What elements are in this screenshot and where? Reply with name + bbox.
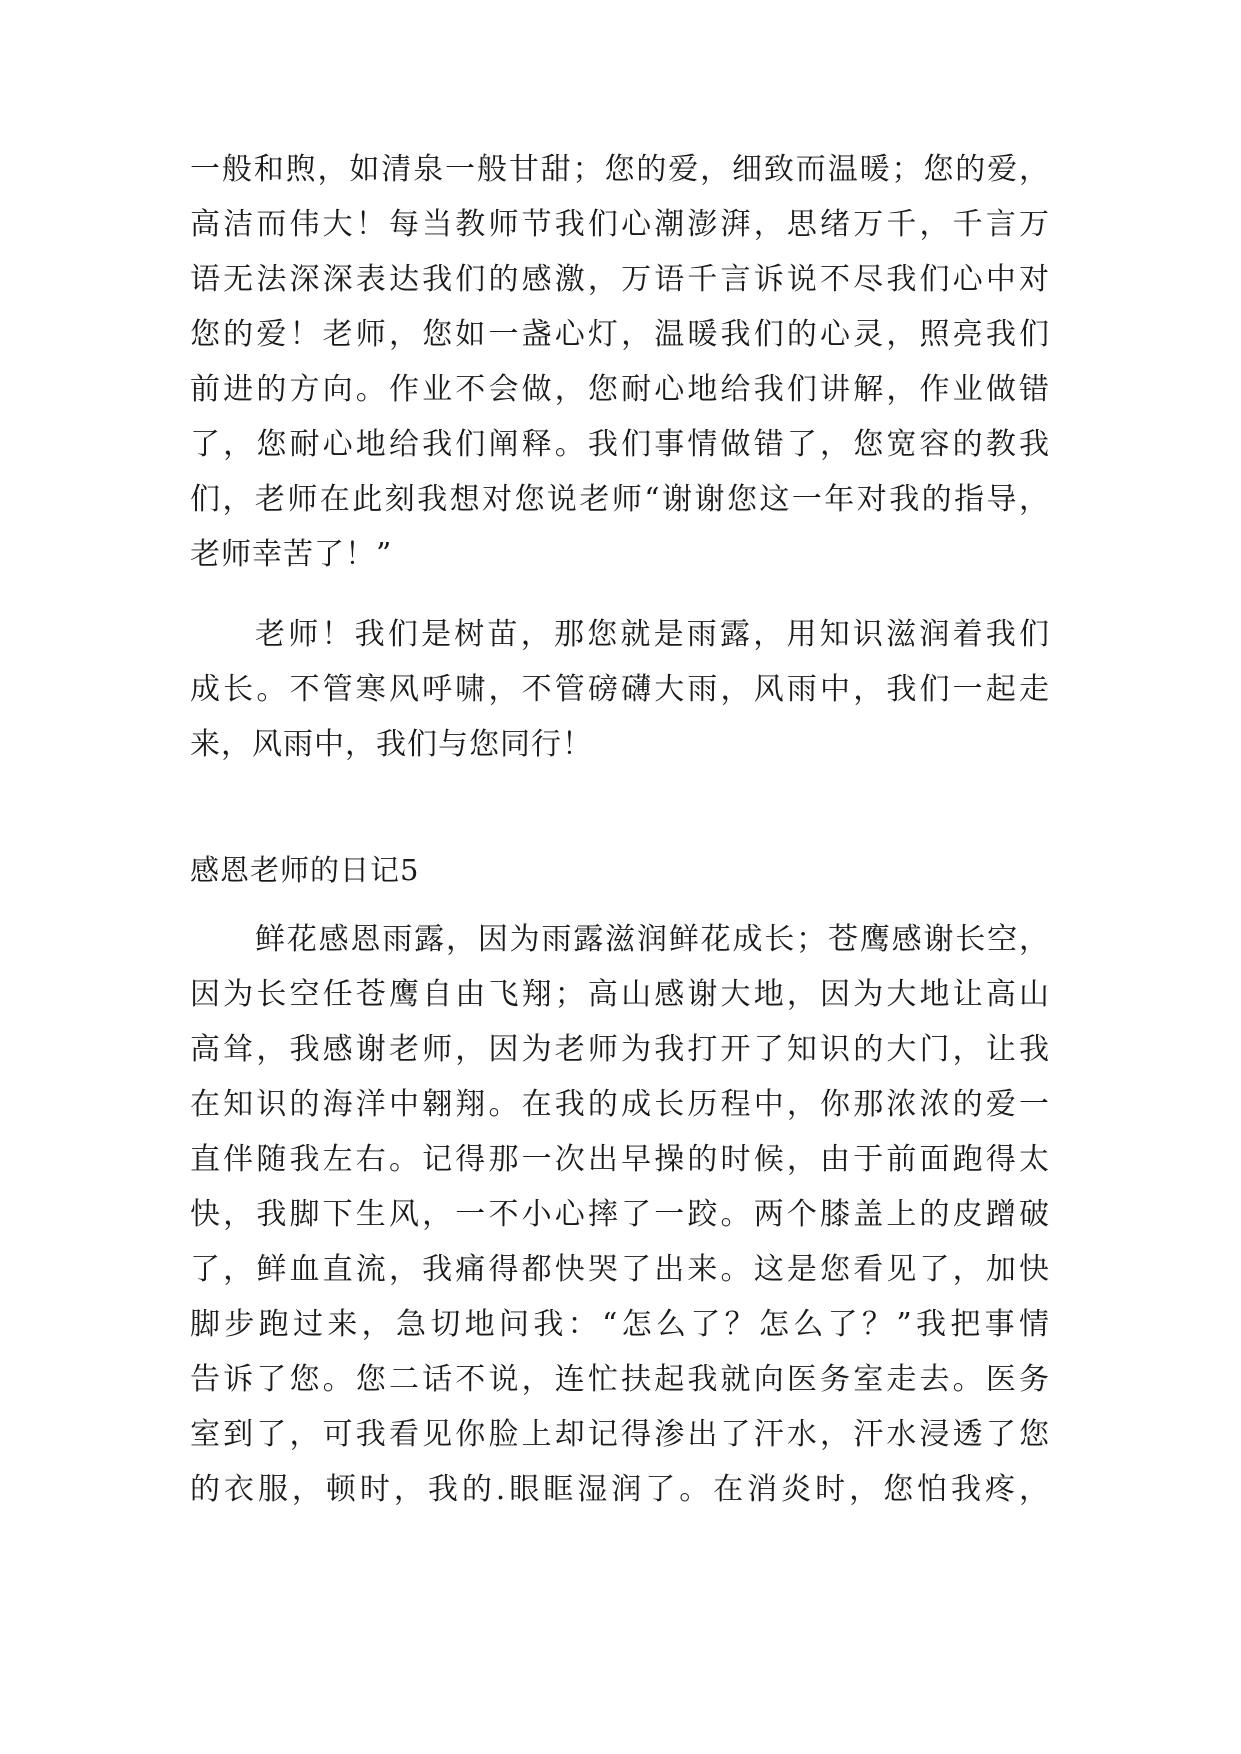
section-heading: 感恩老师的日记5 [190, 853, 420, 887]
paragraph-line: 了，鲜血直流，我痛得都快哭了出来。这是您看见了，加快 [190, 1252, 1050, 1287]
paragraph-line: 您的爱！老师，您如一盏心灯，温暖我们的心灵，照亮我们 [190, 317, 1050, 352]
paragraph-line: 老师幸苦了！” [190, 537, 393, 572]
paragraph-line: 高耸，我感谢老师，因为老师为我打开了知识的大门，让我 [190, 1032, 1050, 1067]
paragraph-line: 语无法深深表达我们的感激，万语千言诉说不尽我们心中对 [190, 262, 1050, 297]
paragraph-line: 一般和煦，如清泉一般甘甜；您的爱，细致而温暖；您的爱， [190, 152, 1050, 187]
paragraph-line: 来，风雨中，我们与您同行！ [190, 727, 593, 762]
paragraph-line: 了，您耐心地给我们阐释。我们事情做错了，您宽容的教我 [190, 427, 1050, 462]
paragraph-line: 脚步跑过来，急切地问我：“怎么了？怎么了？”我把事情 [190, 1307, 1050, 1342]
paragraph-line: 们，老师在此刻我想对您说老师“谢谢您这一年对我的指导， [190, 482, 1050, 517]
paragraph-line: 因为长空任苍鹰自由飞翔；高山感谢大地，因为大地让高山 [190, 977, 1050, 1012]
paragraph-line: 高洁而伟大！每当教师节我们心潮澎湃，思绪万千，千言万 [190, 207, 1050, 242]
paragraph-line: 老师！我们是树苗，那您就是雨露，用知识滋润着我们 [255, 617, 1050, 652]
paragraph-line: 直伴随我左右。记得那一次出早操的时候，由于前面跑得太 [190, 1142, 1050, 1177]
paragraph-line: 的衣服，顿时，我的.眼眶湿润了。在消炎时，您怕我疼， [190, 1472, 1050, 1507]
paragraph-line: 室到了，可我看见你脸上却记得渗出了汗水，汗水浸透了您 [190, 1417, 1050, 1452]
paragraph-line: 鲜花感恩雨露，因为雨露滋润鲜花成长；苍鹰感谢长空， [255, 922, 1050, 957]
paragraph-line: 告诉了您。您二话不说，连忙扶起我就向医务室走去。医务 [190, 1362, 1050, 1397]
paragraph-line: 在知识的海洋中翱翔。在我的成长历程中，你那浓浓的爱一 [190, 1087, 1050, 1122]
paragraph-line: 前进的方向。作业不会做，您耐心地给我们讲解，作业做错 [190, 372, 1050, 407]
paragraph-line: 成长。不管寒风呼啸，不管磅礴大雨，风雨中，我们一起走 [190, 672, 1050, 707]
paragraph-line: 快，我脚下生风，一不小心摔了一跤。两个膝盖上的皮蹭破 [190, 1197, 1050, 1232]
